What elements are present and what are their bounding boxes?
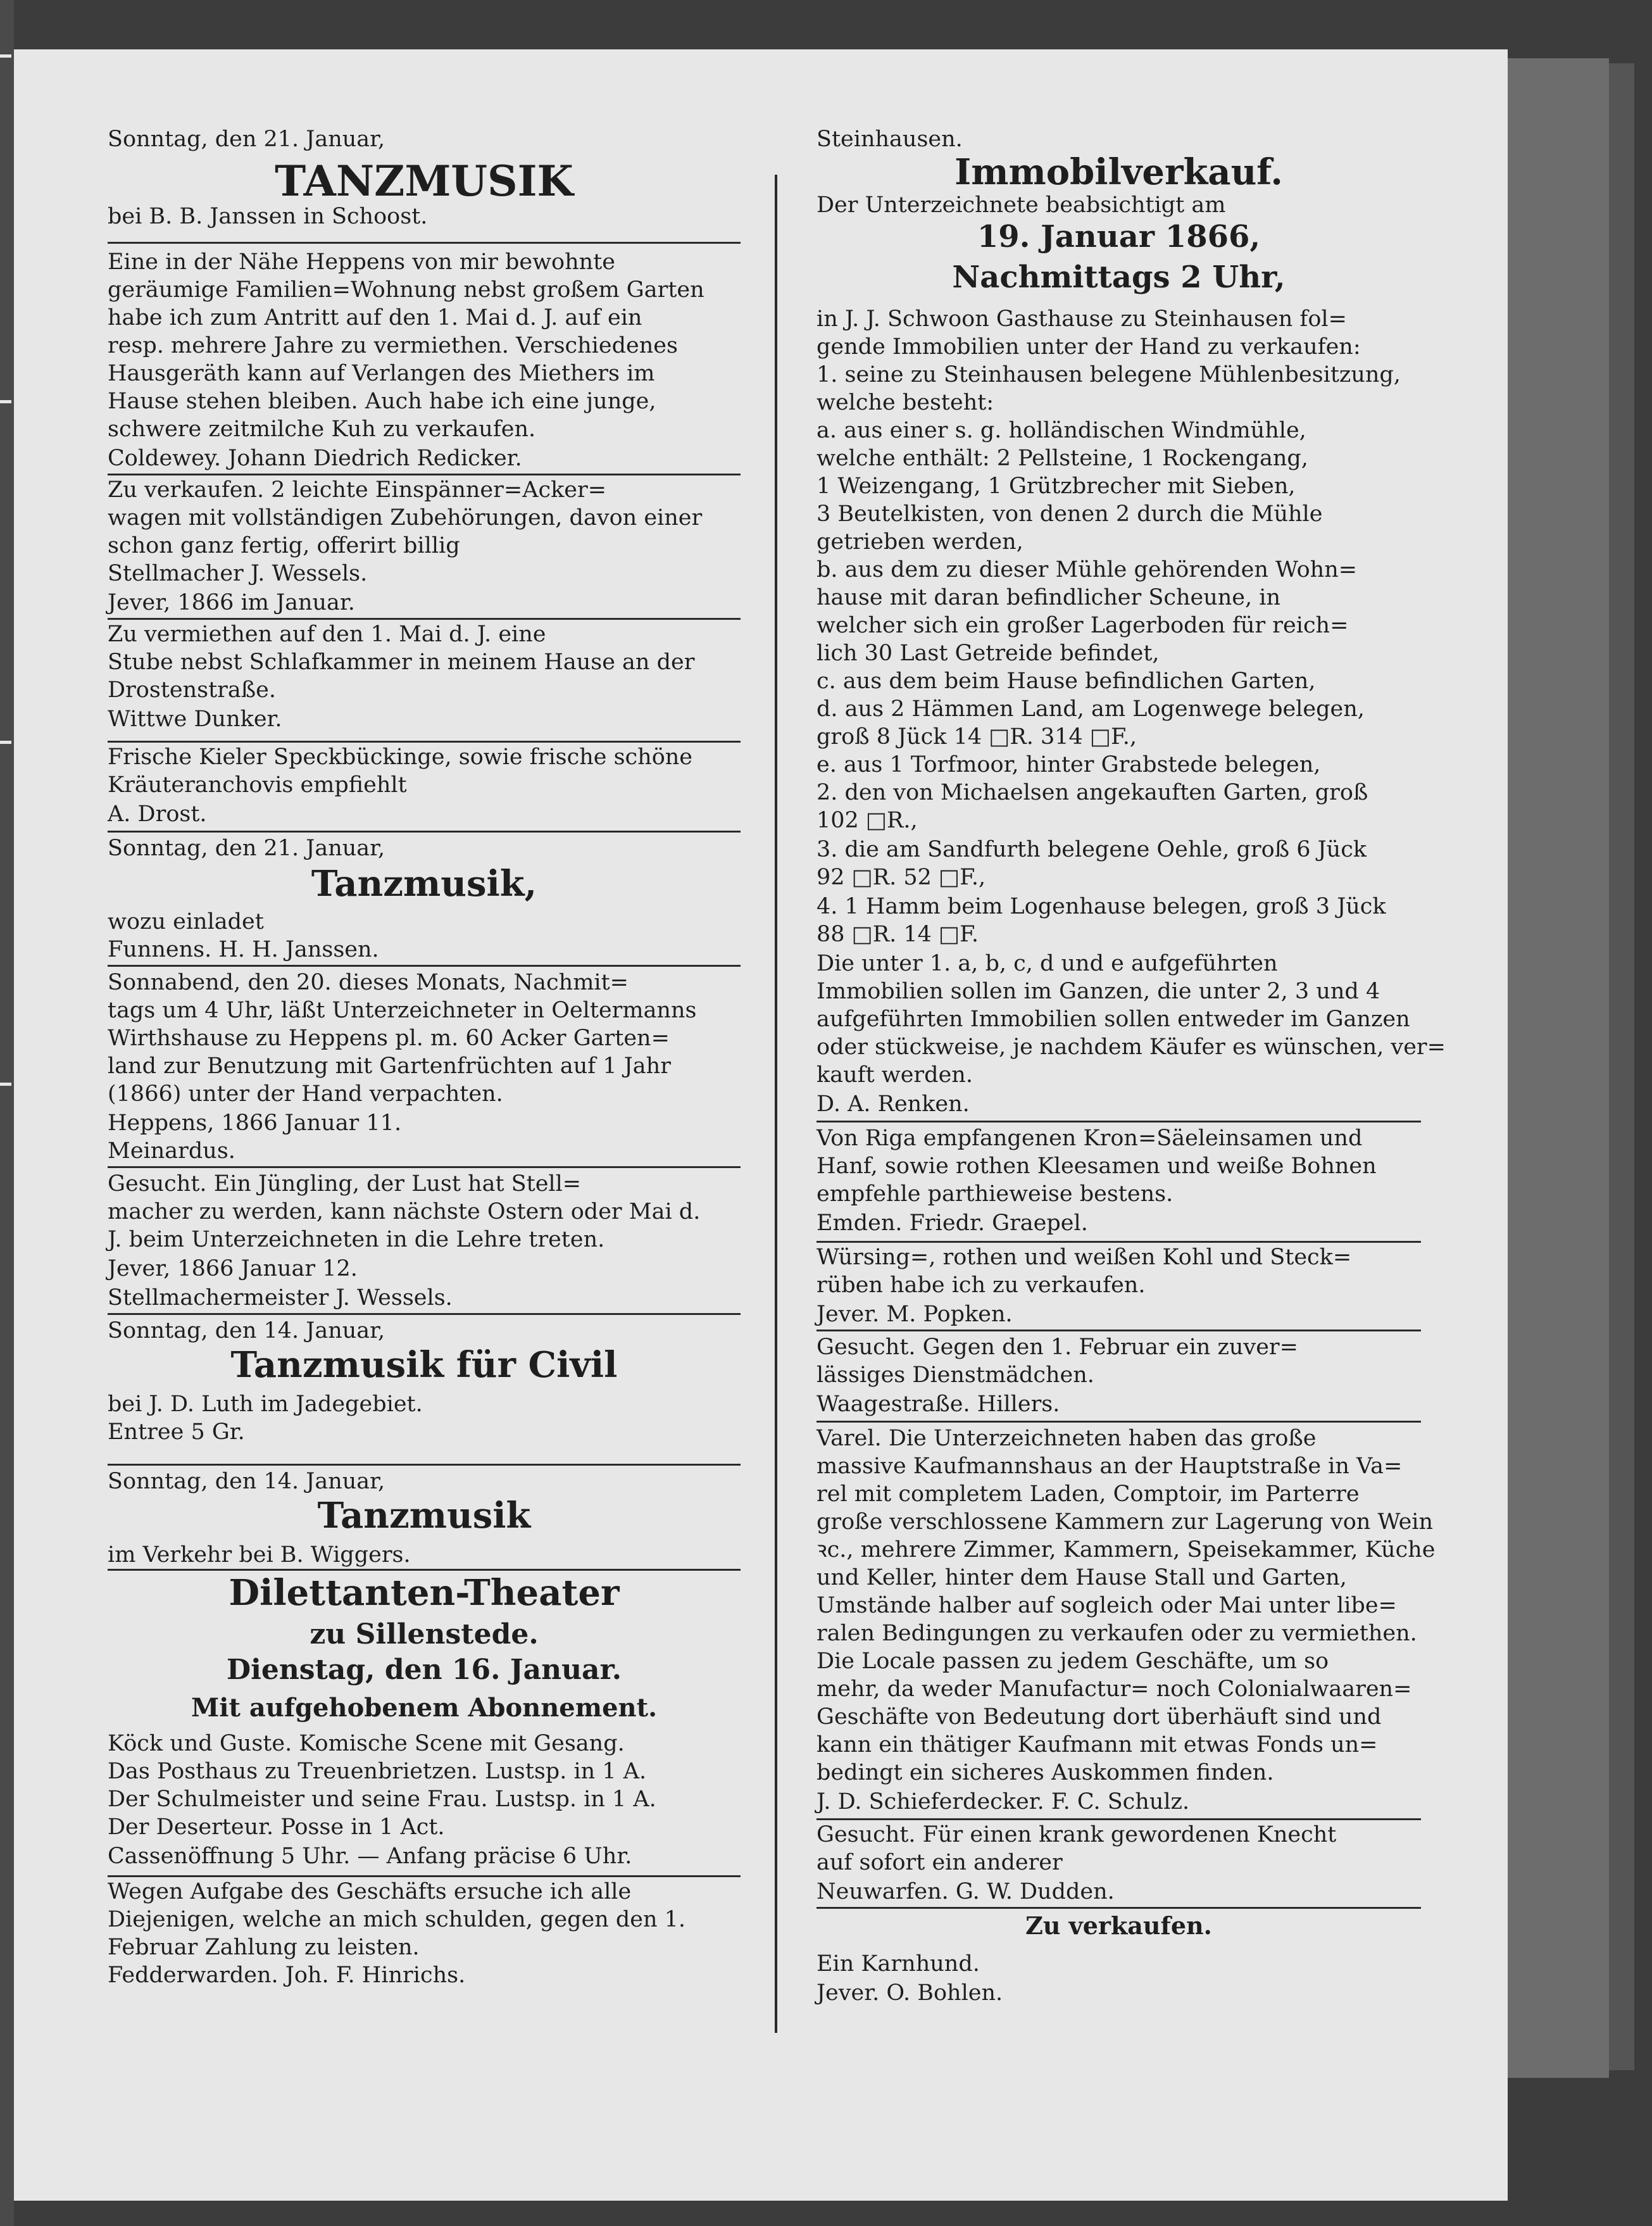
separator-rule [817,1121,1421,1122]
ad-headline: Immobilverkauf. [954,151,1283,193]
text-line: groß 8 Jück 14 □R. 314 □F., [817,724,1137,750]
text-line: Stube nebst Schlafkammer in meinem Hause an der [108,650,695,675]
text-line: 2. den von Michaelsen angekauften Garten, groß [817,780,1368,805]
ad-headline: Tanzmusik, [311,863,537,905]
text-line: welcher sich ein großer Lagerboden für reich= [817,613,1349,638]
text-line: Heppens, 1866 Januar 11. [108,1110,402,1136]
text-line: Gesucht. Ein Jüngling, der Lust hat Stell= [108,1171,582,1197]
separator-rule [108,1166,741,1168]
text-line: Sonntag, den 14. Januar, [108,1318,385,1343]
text-line: 1. seine zu Steinhausen belegene Mühlenbesitzung, [817,362,1401,387]
text-line: Stellmacher J. Wessels. [108,561,368,586]
separator-rule [108,618,741,620]
text-line: Steinhausen. [817,127,963,152]
text-line: Zu verkaufen. 2 leichte Einspänner=Acker= [108,477,607,503]
text-line: 3 Beutelkisten, von denen 2 durch die Mühle [817,501,1323,527]
text-line: rel mit completem Laden, Comptoir, im Parterre [817,1481,1360,1507]
separator-rule [817,1907,1421,1909]
text-line: kann ein thätiger Kaufmann mit etwas Fonds un= [817,1732,1378,1758]
text-line: A. Drost. [108,802,207,827]
text-line: lässiges Dienstmädchen. [817,1362,1094,1388]
text-line: 92 □R. 52 □F., [817,865,986,890]
separator-rule [817,1330,1421,1331]
ad-subheadline: 19. Januar 1866, [977,219,1261,255]
separator-rule [108,242,741,244]
text-line: Eine in der Nähe Heppens von mir bewohnte [108,249,615,275]
separator-rule [108,1464,741,1466]
text-line: und Keller, hinter dem Hause Stall und Garten, [817,1565,1347,1590]
text-line: Coldewey. Johann Diedrich Redicker. [108,446,522,471]
newspaper-page [14,49,1508,2201]
text-line: bedingt ein sicheres Auskommen finden. [817,1760,1274,1785]
text-line: a. aus einer s. g. holländischen Windmühle, [817,418,1306,443]
text-line: Jever. M. Popken. [817,1302,1013,1327]
separator-rule [108,741,741,743]
text-line: Der Schulmeister und seine Frau. Lustsp. in 1 A. [108,1787,656,1812]
text-line: Gesucht. Für einen krank gewordenen Knecht [817,1822,1337,1847]
ad-headline: Tanzmusik für Civil [230,1344,618,1386]
text-line: wagen mit vollständigen Zubehörungen, davon einer [108,505,703,531]
ad-headline: Dilettanten-Theater [228,1572,620,1614]
text-line: Diejenigen, welche an mich schulden, gegen den 1. [108,1907,686,1932]
text-line: Immobilien sollen im Ganzen, die unter 2, 3 und 4 [817,979,1380,1004]
text-line: ralen Bedingungen zu verkaufen oder zu vermiethen. [817,1621,1417,1646]
text-line: 4. 1 Hamm beim Logenhause belegen, groß 3 Jück [817,894,1386,919]
text-line: Wegen Aufgabe des Geschäfts ersuche ich alle [108,1879,632,1904]
text-line: lich 30 Last Getreide befindet, [817,641,1160,666]
separator-rule [817,1241,1421,1243]
text-line: rüben habe ich zu verkaufen. [817,1273,1146,1298]
text-line: Funnens. H. H. Janssen. [108,937,379,962]
text-line: Jever, 1866 im Januar. [108,590,355,615]
text-line: Ein Karnhund. [817,1951,980,1977]
text-line: Neuwarfen. G. W. Dudden. [817,1879,1115,1904]
text-line: J. D. Schieferdecker. F. C. Schulz. [817,1789,1190,1814]
text-line: 3. die am Sandfurth belegene Oehle, groß 6 Jück [817,837,1367,862]
text-line: Hause stehen bleiben. Auch habe ich eine junge, [108,389,656,414]
text-line: 1 Weizengang, 1 Grützbrecher mit Sieben, [817,474,1296,499]
binding-strip [0,0,14,2226]
text-line: Jever. O. Bohlen. [817,1980,1003,2006]
ad-subheadline: Mit aufgehobenem Abonnement. [191,1693,657,1723]
column-divider [775,175,777,2033]
text-line: Fedderwarden. Joh. F. Hinrichs. [108,1963,466,1988]
ad-headline: TANZMUSIK [275,156,573,206]
text-line: Emden. Friedr. Graepel. [817,1210,1088,1236]
separator-rule [108,474,741,475]
ad-subheadline: Zu verkaufen. [1025,1911,1212,1940]
text-line: Der Deserteur. Posse in 1 Act. [108,1814,445,1840]
text-line: Entree 5 Gr. [108,1419,245,1445]
text-line: 102 □R., [817,808,918,833]
text-line: große verschlossene Kammern zur Lagerung von Wein [817,1509,1434,1535]
text-line: Das Posthaus zu Treuenbrietzen. Lustsp. in 1 A. [108,1759,647,1784]
text-line: 88 □R. 14 □F. [817,922,979,947]
text-line: geräumige Familien=Wohnung nebst großem Garten [108,277,704,303]
text-line: Cassenöffnung 5 Uhr. — Anfang präcise 6 Uhr. [108,1844,632,1869]
separator-rule [817,1818,1421,1820]
text-line: Stellmachermeister J. Wessels. [108,1285,453,1311]
text-line: welche enthält: 2 Pellsteine, 1 Rockengang, [817,446,1308,471]
text-line: Meinardus. [108,1138,235,1164]
text-line: auf sofort ein anderer [817,1850,1063,1875]
text-line: d. aus 2 Hämmen Land, am Logenwege belegen, [817,696,1365,722]
text-line: Hanf, sowie rothen Kleesamen und weiße Bohnen [817,1154,1377,1179]
text-line: schwere zeitmilche Kuh zu verkaufen. [108,417,536,442]
text-line: b. aus dem zu dieser Mühle gehörenden Wohn= [817,557,1358,582]
separator-rule [817,1421,1421,1423]
text-line: e. aus 1 Torfmoor, hinter Grabstede belegen, [817,752,1321,777]
ad-subheadline: Dienstag, den 16. Januar. [226,1654,622,1686]
text-line: Hausgeräth kann auf Verlangen des Miethers im [108,361,655,386]
ad-subheadline: zu Sillenstede. [310,1618,539,1651]
text-line: Köck und Guste. Komische Scene mit Gesang. [108,1731,625,1756]
text-line: ꝛc., mehrere Zimmer, Kammern, Speisekammer, Küche [817,1537,1436,1563]
text-line: Drostenstraße. [108,677,276,703]
text-line: wozu einladet [108,909,264,934]
text-line: getrieben werden, [817,529,1023,555]
separator-rule [108,1569,741,1571]
text-line: gende Immobilien unter der Hand zu verkaufen: [817,334,1361,360]
text-line: Gesucht. Gegen den 1. Februar ein zuver= [817,1335,1298,1360]
text-line: schon ganz fertig, offerirt billig [108,533,460,558]
text-line: massive Kaufmannshaus an der Hauptstraße in Va= [817,1454,1403,1479]
text-line: Sonntag, den 21. Januar, [108,127,385,152]
text-line: hause mit daran befindlicher Scheune, in [817,585,1280,610]
text-line: tags um 4 Uhr, läßt Unterzeichneter in Oeltermanns [108,998,697,1023]
text-line: Geschäfte von Bedeutung dort überhäuft sind und [817,1704,1382,1730]
text-line: Frische Kieler Speckbückinge, sowie frische schöne [108,745,693,770]
text-line: Sonnabend, den 20. dieses Monats, Nachmit= [108,970,629,995]
text-line: mehr, da weder Manufactur= noch Colonialwaaren= [817,1676,1412,1702]
text-line: Jever, 1866 Januar 12. [108,1256,358,1281]
separator-rule [108,1875,741,1877]
text-line: Umstände halber auf sogleich oder Mai unter libe= [817,1593,1397,1618]
page-edge-shadow-dark [1609,63,1634,2070]
text-line: Waagestraße. Hillers. [817,1392,1060,1417]
text-line: land zur Benutzung mit Gartenfrüchten auf 1 Jahr [108,1053,671,1079]
separator-rule [108,965,741,967]
text-line: Die unter 1. a, b, c, d und e aufgeführten [817,951,1278,976]
text-line: Würsing=, rothen und weißen Kohl und Steck= [817,1245,1352,1270]
text-line: Februar Zahlung zu leisten. [108,1935,420,1960]
text-line: J. beim Unterzeichneten in die Lehre treten. [108,1227,605,1252]
separator-rule [108,1313,741,1315]
text-line: habe ich zum Antritt auf den 1. Mai d. J. auf ein [108,305,642,330]
text-line: Zu vermiethen auf den 1. Mai d. J. eine [108,622,546,647]
text-line: bei J. D. Luth im Jadegebiet. [108,1392,423,1417]
text-line: kauft werden. [817,1062,973,1088]
separator-rule [108,831,741,833]
text-line: aufgeführten Immobilien sollen entweder im Ganzen [817,1007,1410,1032]
text-line: im Verkehr bei B. Wiggers. [108,1542,411,1568]
text-line: Wirthshause zu Heppens pl. m. 60 Acker Garten= [108,1026,670,1051]
text-line: Der Unterzeichnete beabsichtigt am [817,192,1226,218]
text-line: resp. mehrere Jahre zu vermiethen. Verschiedenes [108,333,678,358]
ad-subheadline: Nachmittags 2 Uhr, [952,260,1286,295]
text-line: c. aus dem beim Hause befindlichen Garten, [817,669,1316,694]
ad-headline: Tanzmusik [317,1495,531,1537]
text-line: Die Locale passen zu jedem Geschäfte, um so [817,1649,1329,1674]
page-edge-shadow [1508,58,1609,2078]
text-line: (1866) unter der Hand verpachten. [108,1081,503,1107]
text-line: Sonntag, den 14. Januar, [108,1469,385,1494]
text-line: welche besteht: [817,390,994,415]
text-line: D. A. Renken. [817,1091,970,1117]
text-line: oder stückweise, je nachdem Käufer es wünschen, ver= [817,1034,1446,1060]
text-line: Wittwe Dunker. [108,707,282,732]
text-line: Kräuteranchovis empfiehlt [108,772,407,798]
text-line: Varel. Die Unterzeichneten haben das große [817,1426,1317,1451]
text-line: Von Riga empfangenen Kron=Säeleinsamen und [817,1126,1363,1151]
text-line: macher zu werden, kann nächste Ostern oder Mai d. [108,1199,701,1224]
text-line: bei B. B. Janssen in Schoost. [108,204,428,229]
text-line: in J. J. Schwoon Gasthause zu Steinhausen fol= [817,306,1347,332]
text-line: Sonntag, den 21. Januar, [108,836,385,861]
text-line: empfehle parthieweise bestens. [817,1181,1173,1207]
